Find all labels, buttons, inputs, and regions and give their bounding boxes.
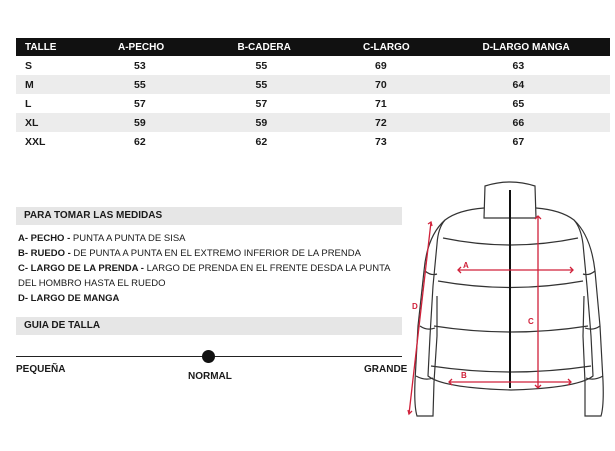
table-cell: 53 — [100, 56, 228, 75]
table-row — [16, 75, 610, 94]
measure-label: A- PECHO - — [18, 233, 71, 244]
header-largo: C-LARGO — [355, 38, 483, 56]
measure-instructions — [18, 231, 408, 306]
table-cell: L — [16, 94, 100, 113]
label-a: A — [463, 261, 469, 270]
measure-text: PUNTA A PUNTA DE SISA — [70, 233, 186, 244]
measure-item-b — [18, 246, 408, 261]
size-guide-left-label: PEQUEÑA — [16, 364, 66, 375]
measure-text: LARGO DE PRENDA EN EL FRENTE DESDA LA PUNTA DEL HOMBRO HASTA EL RUEDO — [18, 263, 390, 289]
table-cell: 55 — [228, 56, 356, 75]
header-talle: TALLE — [16, 38, 100, 56]
table-cell: XL — [16, 113, 100, 132]
measure-item-c — [18, 261, 408, 291]
measure-section-title: PARA TOMAR LAS MEDIDAS — [16, 207, 402, 225]
table-cell: 64 — [483, 75, 611, 94]
table-cell: XXL — [16, 132, 100, 151]
measure-text: DE PUNTA A PUNTA EN EL EXTREMO INFERIOR DE LA PRENDA — [70, 248, 361, 259]
measure-item-a — [18, 231, 408, 246]
size-guide-title: GUIA DE TALLA — [16, 317, 402, 335]
jacket-diagram — [403, 176, 608, 426]
table-row — [16, 113, 610, 132]
measure-label: B- RUEDO - — [18, 248, 71, 259]
size-table — [16, 38, 610, 151]
label-d: D — [412, 302, 418, 311]
header-cadera: B-CADERA — [228, 38, 356, 56]
table-cell: 70 — [355, 75, 483, 94]
size-guide-center-label: NORMAL — [188, 371, 232, 382]
measure-item-d — [18, 291, 408, 306]
size-guide-marker — [202, 350, 215, 363]
size-table-header — [16, 38, 610, 56]
table-cell: 59 — [228, 113, 356, 132]
table-cell: M — [16, 75, 100, 94]
table-cell: 65 — [483, 94, 611, 113]
table-cell: 73 — [355, 132, 483, 151]
table-cell: 62 — [100, 132, 228, 151]
table-cell: 55 — [100, 75, 228, 94]
header-largo-manga: D-LARGO MANGA — [483, 38, 611, 56]
table-cell: 63 — [483, 56, 611, 75]
table-cell: 72 — [355, 113, 483, 132]
table-cell: 57 — [228, 94, 356, 113]
table-cell: 59 — [100, 113, 228, 132]
table-cell: 71 — [355, 94, 483, 113]
label-b: B — [461, 371, 467, 380]
table-cell: 69 — [355, 56, 483, 75]
table-cell: 57 — [100, 94, 228, 113]
measure-lines — [408, 216, 573, 414]
label-c: C — [528, 317, 534, 326]
table-cell: 62 — [228, 132, 356, 151]
table-cell: 55 — [228, 75, 356, 94]
size-guide-right-label: GRANDE — [364, 364, 408, 375]
measure-label: D- LARGO DE MANGA — [18, 293, 120, 304]
table-cell: 66 — [483, 113, 611, 132]
table-cell: 67 — [483, 132, 611, 151]
table-row — [16, 56, 610, 75]
table-row — [16, 94, 610, 113]
table-row — [16, 132, 610, 151]
measure-label: C- LARGO DE LA PRENDA - — [18, 263, 144, 274]
table-cell: S — [16, 56, 100, 75]
header-pecho: A-PECHO — [100, 38, 228, 56]
